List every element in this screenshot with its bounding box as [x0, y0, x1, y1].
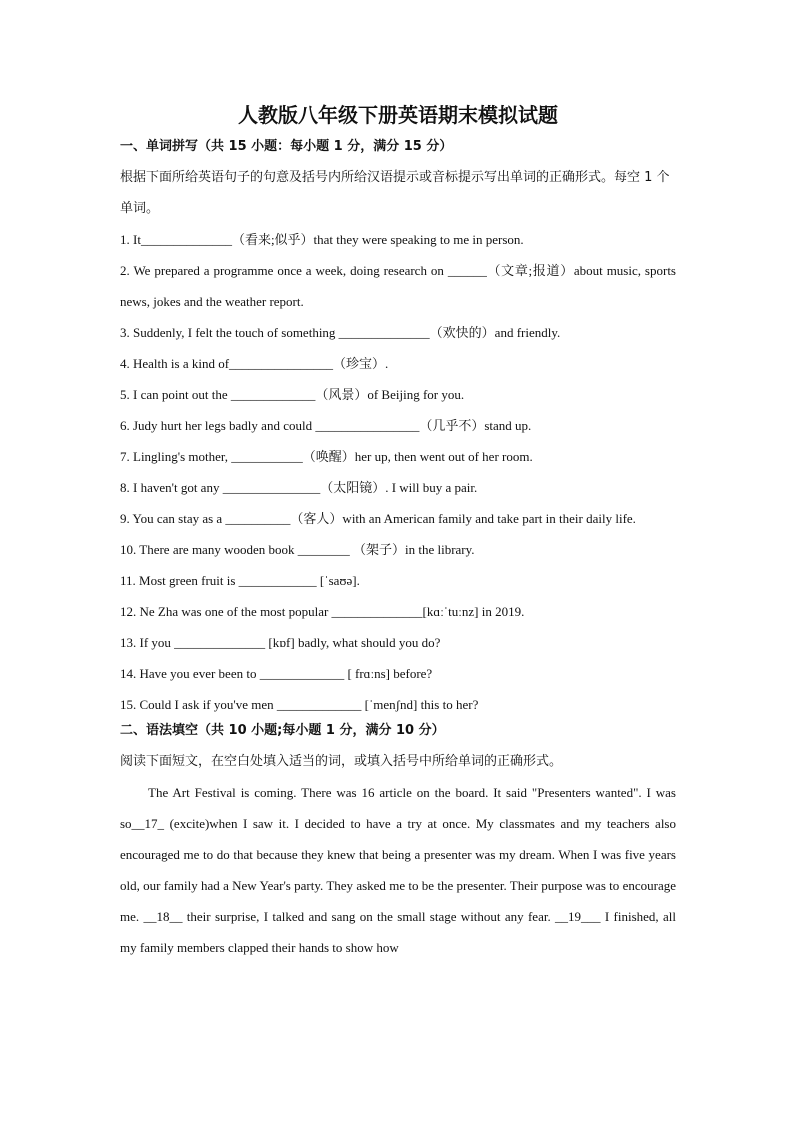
question-4: 4. Health is a kind of________________（珍宝）. [120, 356, 389, 371]
question-14: 14. Have you ever been to _____________ [ frɑːns] before? [120, 666, 433, 681]
question-5: 5. I can point out the _____________（风景）of Beijing for you. [120, 387, 465, 402]
grammar-passage: The Art Festival is coming. There was 16 article on the board. It said "Presenters wanted". I was so__17_ (excite)when I saw it. I decided to have a try at once. My classmates and my teachers also encouraged me to do that because they knew that being a presenter was my dream. When I was five years old, our family had a New Year's party. They asked me to be the presenter. Their purpose was to encourage me. __18__ their surprise, I talked and sang on the small stage without any fear. __19___ I finished, all my family members clapped their hands to show how [120, 785, 676, 955]
section-2-heading: 二、语法填空（共 10 小题;每小题 1 分，满分 10 分） [120, 723, 445, 738]
document-page [120, 100, 676, 963]
section-1-instruction: 根据下面所给英语句子的句意及括号内所给汉语提示或音标提示写出单词的正确形式。每空 1 个单词。 [120, 170, 670, 216]
question-9: 9. You can stay as a __________（客人）with an American family and take part in their daily life. [120, 511, 636, 526]
question-1: 1. It______________（看来;似乎）that they were speaking to me in person. [120, 232, 524, 247]
question-7: 7. Lingling's mother, ___________（唤醒）her up, then went out of her room. [120, 449, 533, 464]
question-10: 10. There are many wooden book ________ （架子）in the library. [120, 542, 475, 557]
question-12: 12. Ne Zha was one of the most popular ______________[kɑːˈtuːnz] in 2019. [120, 604, 525, 619]
question-8: 8. I haven't got any _______________（太阳镜）. I will buy a pair. [120, 480, 478, 495]
page-title: 人教版八年级下册英语期末模拟试题 [238, 103, 558, 127]
question-3: 3. Suddenly, I felt the touch of something ______________（欢快的）and friendly. [120, 325, 561, 340]
section-2-instruction: 阅读下面短文，在空白处填入适当的词，或填入括号中所给单词的正确形式。 [120, 754, 563, 769]
question-6: 6. Judy hurt her legs badly and could ________________（几乎不）stand up. [120, 418, 532, 433]
question-2: 2. We prepared a programme once a week, doing research on ______（文章;报道）about music, sports news, jokes and the weather report. [120, 263, 676, 309]
section-1-heading: 一、单词拼写（共 15 小题：每小题 1 分，满分 15 分） [120, 139, 453, 154]
question-15: 15. Could I ask if you've men _____________ [ˈmenʃnd] this to her? [120, 697, 479, 712]
question-13: 13. If you ______________ [kɒf] badly, what should you do? [120, 635, 441, 650]
question-11: 11. Most green fruit is ____________ [ˈsaʊə]. [120, 573, 360, 588]
